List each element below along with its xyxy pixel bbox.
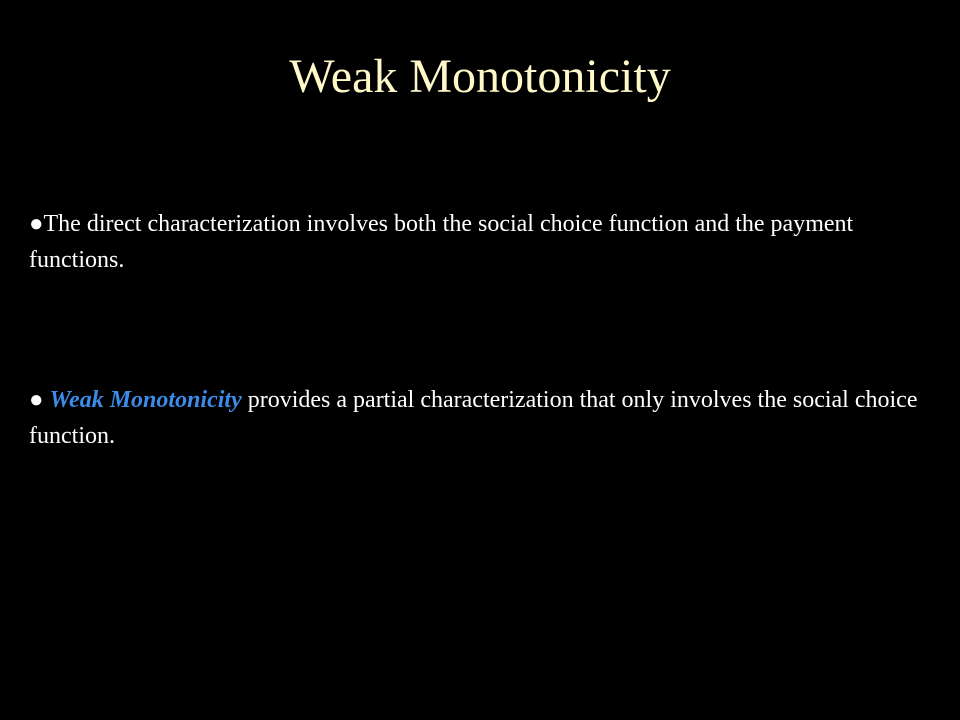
bullet-marker: ● [29,211,44,237]
slide-title: Weak Monotonicity [289,50,671,103]
bullet-text: The direct characterization involves both the social choice function and the payment functions. [29,211,854,273]
emphasized-term: Weak Monotonicity [49,387,242,413]
bullet-text: provides a partial characterization that only involves the social choice function. [29,387,918,449]
bullet-marker: ● [29,387,50,413]
bullet-direct-characterization [29,206,939,278]
bullet-weak-monotonicity [29,382,939,454]
